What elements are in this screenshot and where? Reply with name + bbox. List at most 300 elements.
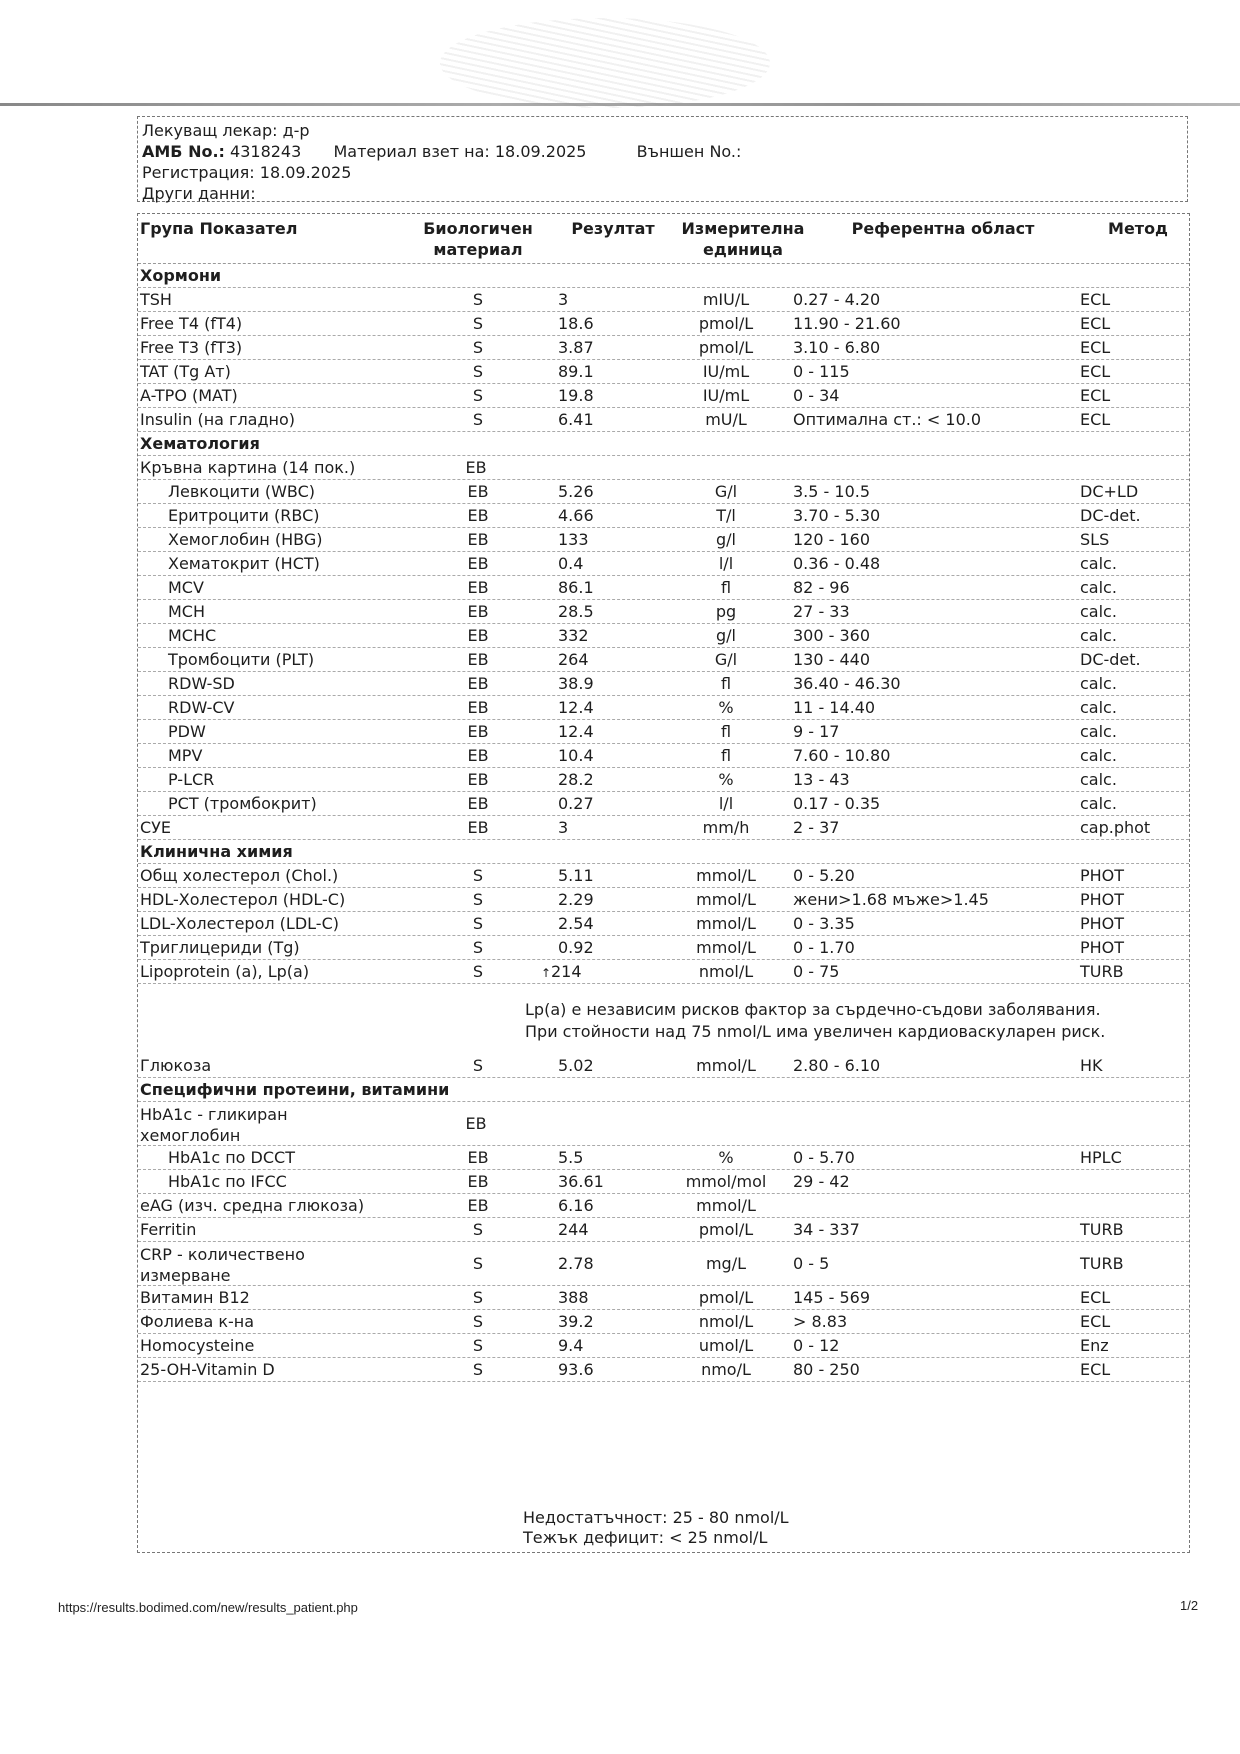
test-name: HbA1c по DCCT [168,1148,295,1167]
test-result-value: 133 [558,530,589,549]
test-method: calc. [1080,722,1117,741]
test-result-value: 244 [558,1220,589,1239]
test-unit: pmol/L [698,1288,754,1307]
test-name: P-LCR [168,770,215,789]
test-name: Insulin (на гладно) [140,410,296,429]
test-result [558,360,594,384]
col-unit-line1: Измерителна [681,219,805,238]
test-method: ECL [1080,386,1111,405]
test-result [558,528,589,552]
test-material: S [472,962,484,981]
test-unit: T/l [716,506,736,525]
table-row [138,1218,1189,1242]
test-material: S [472,1056,484,1075]
test-result [558,600,594,624]
test-method: PHOT [1080,866,1125,885]
col-material-line1: Биологичен [423,219,533,238]
test-reference: 0 - 12 [793,1336,840,1355]
test-name: Фолиева к-на [140,1312,255,1331]
table-row [138,1170,1189,1194]
test-method: DC+LD [1080,482,1139,501]
test-result [558,816,568,840]
vitamin-d-note-line1: Недостатъчност: 25 - 80 nmol/L [523,1508,789,1527]
test-reference: 13 - 43 [793,770,850,789]
test-reference: 130 - 440 [793,650,871,669]
page-number: 1/2 [1180,1598,1199,1613]
col-method: Метод [1108,219,1168,238]
test-name: Тромбоцити (PLT) [168,650,315,669]
doctor-line [142,120,1183,141]
test-material: EB [467,482,489,501]
test-material: EB [467,770,489,789]
test-reference: 120 - 160 [793,530,871,549]
test-result [558,672,594,696]
test-result-value: 39.2 [558,1312,594,1331]
registration-label: Регистрация: [142,163,255,182]
test-method: calc. [1080,698,1117,717]
test-unit: nmo/L [701,1360,751,1379]
test-reference: 0 - 34 [793,386,840,405]
test-unit: l/l [718,554,734,573]
scan-artifact [440,18,770,108]
test-reference: 27 - 33 [793,602,850,621]
test-method: TURB [1080,1220,1124,1239]
test-name: Хематокрит (HCT) [168,554,320,573]
vitamin-d-note [523,1508,789,1548]
test-name: СУЕ [140,818,172,837]
test-material: EB [467,1196,489,1215]
test-result [558,336,594,360]
table-row [138,888,1189,912]
table-row [138,1334,1189,1358]
test-method: cap.phot [1080,818,1151,837]
external-no-label: Външен No.: [636,142,742,161]
test-unit: mm/h [702,818,750,837]
test-method: PHOT [1080,938,1125,957]
test-name: HDL-Холестерол (HDL-C) [140,890,346,909]
test-reference: 2 - 37 [793,818,840,837]
test-result-value: 12.4 [558,698,594,717]
test-material: EB [467,674,489,693]
section-title: Специфични протеини, витамини [140,1080,450,1099]
test-result-value: 3.87 [558,338,594,357]
table-row [138,552,1189,576]
test-result-value: 38.9 [558,674,594,693]
test-method: calc. [1080,626,1117,645]
test-result [558,888,594,912]
test-reference: 145 - 569 [793,1288,871,1307]
test-method: calc. [1080,554,1117,573]
test-material: S [472,866,484,885]
test-material: S [472,1220,484,1239]
test-unit: G/l [714,650,738,669]
test-name: HbA1c по IFCC [168,1172,287,1191]
table-row [138,672,1189,696]
test-material: S [472,1360,484,1379]
test-method: calc. [1080,578,1117,597]
test-result [558,576,594,600]
test-material: S [472,338,484,357]
test-name: Free T3 (fT3) [140,338,243,357]
test-result [558,936,594,960]
test-material: EB [467,1148,489,1167]
test-method: DC-det. [1080,650,1141,669]
test-result [558,792,594,816]
test-name: MCHC [168,626,217,645]
test-material: EB [467,530,489,549]
test-reference: 11 - 14.40 [793,698,876,717]
test-unit: fl [720,746,732,765]
test-material: S [472,386,484,405]
table-row [138,480,1189,504]
test-reference: 0.36 - 0.48 [793,554,881,573]
test-method: calc. [1080,746,1117,765]
col-material [398,218,558,260]
test-result-value: 264 [558,650,589,669]
test-result-value: 2.54 [558,914,594,933]
test-reference: 3.10 - 6.80 [793,338,881,357]
lpa-note [525,999,1105,1043]
lpa-note-line1: Lp(a) е независим рисков фактор за сърдечно-съдови заболявания. [525,1000,1101,1019]
test-unit: umol/L [698,1336,754,1355]
vitamin-d-note-line2: Тежък дефицит: < 25 nmol/L [523,1528,768,1547]
test-result-value: 2.78 [558,1254,594,1273]
table-row [138,816,1189,840]
table-row [138,1194,1189,1218]
registration-line [142,162,1183,183]
table-row [138,720,1189,744]
table-row [138,1310,1189,1334]
section-title: Хормони [140,266,222,285]
test-material: EB [465,458,487,477]
material-date-value: 18.09.2025 [494,142,587,161]
test-material: S [472,362,484,381]
test-material: S [472,314,484,333]
test-name: A-TPO (MAT) [140,386,238,405]
test-unit: pmol/L [698,1220,754,1239]
test-unit: mmol/L [696,866,756,885]
test-name: Глюкоза [140,1056,212,1075]
section-heading [138,264,1189,288]
footer-url: https://results.bodimed.com/new/results_patient.php [58,1600,358,1615]
test-name: PCT (тромбокрит) [168,794,317,813]
test-method: ECL [1080,1312,1111,1331]
table-row [138,360,1189,384]
test-unit: IU/mL [702,362,750,381]
test-reference: 34 - 337 [793,1220,860,1239]
test-method: TURB [1080,962,1124,981]
table-row [138,744,1189,768]
test-reference: 0.17 - 0.35 [793,794,881,813]
scan-edge-line [0,103,1240,106]
other-data-line [142,183,1183,204]
test-unit: pg [715,602,737,621]
test-reference: 0 - 1.70 [793,938,855,957]
test-result-value: 2.29 [558,890,594,909]
patient-header [137,116,1188,202]
test-result-value: 4.66 [558,506,594,525]
doctor-label: Лекуващ лекар: [142,121,278,140]
section-heading [138,1078,1189,1102]
test-result [558,648,589,672]
test-result [558,1218,589,1242]
test-material: EB [467,506,489,525]
test-material: EB [467,698,489,717]
test-reference: 11.90 - 21.60 [793,314,901,333]
table-row [138,624,1189,648]
test-material: S [472,938,484,957]
test-name: TAT (Tg Ат) [140,362,231,381]
test-unit: mmol/L [696,890,756,909]
test-name: Еритроцити (RBC) [168,506,320,525]
test-name: Кръвна картина (14 пок.) [140,458,356,477]
table-row [138,576,1189,600]
test-material: S [472,1336,484,1355]
test-material: S [472,290,484,309]
test-name: PDW [168,722,206,741]
test-reference: 0 - 75 [793,962,840,981]
test-unit: g/l [716,530,736,549]
table-row [138,288,1189,312]
test-reference: 80 - 250 [793,1360,860,1379]
section-heading [138,840,1189,864]
test-name: LDL-Холестерол (LDL-C) [140,914,339,933]
test-reference: 3.5 - 10.5 [793,482,871,501]
test-result [558,552,583,576]
test-unit: G/l [714,482,738,501]
test-method: calc. [1080,770,1117,789]
test-name: Общ холестерол (Chol.) [140,866,339,885]
doctor-value: д-р [282,121,310,140]
test-name: Ferritin [140,1220,197,1239]
table-row [138,600,1189,624]
test-material: S [472,914,484,933]
table-row [138,768,1189,792]
test-unit: mU/L [705,410,747,429]
test-method: calc. [1080,674,1117,693]
test-method: ECL [1080,410,1111,429]
test-method: SLS [1080,530,1110,549]
test-unit: fl [720,674,732,693]
test-result-value: 12.4 [558,722,594,741]
test-result [558,912,594,936]
col-material-line2: материал [433,240,523,259]
test-result-value: 6.41 [558,410,594,429]
test-result [558,768,594,792]
test-material: EB [467,818,489,837]
test-result [558,1358,594,1382]
test-result [558,744,594,768]
material-date-label: Материал взет на: [333,142,490,161]
test-name: Витамин B12 [140,1288,250,1307]
test-material: EB [467,746,489,765]
test-material: EB [467,722,489,741]
amb-label: АМБ No.: [142,142,225,161]
section-heading [138,432,1189,456]
table-row [138,696,1189,720]
test-reference: 0.27 - 4.20 [793,290,881,309]
test-reference: 29 - 42 [793,1172,850,1191]
test-result-value: 3 [558,290,569,309]
test-material: EB [467,626,489,645]
test-name: RDW-CV [168,698,235,717]
test-unit: mg/L [705,1254,747,1273]
test-result [558,1170,604,1194]
test-name: MCH [168,602,206,621]
col-unit [668,218,818,260]
test-name: Lipoprotein (a), Lp(a) [140,962,310,981]
test-result [558,1242,594,1286]
test-unit: fl [720,722,732,741]
test-name: MCV [168,578,204,597]
high-flag-icon: ↑ [541,966,552,980]
test-name: Триглицериди (Tg) [140,938,300,957]
table-row [138,408,1189,432]
test-reference: 82 - 96 [793,578,850,597]
amb-value: 4318243 [230,142,302,161]
test-reference: Оптимална ст.: < 10.0 [793,410,982,429]
test-unit: pmol/L [698,314,754,333]
test-result-value: 0.92 [558,938,594,957]
test-unit: pmol/L [698,338,754,357]
test-unit: mmol/mol [685,1172,767,1191]
test-unit: % [718,770,734,789]
test-name: CRP - количествено измерване [140,1245,305,1285]
test-unit: % [718,1148,734,1167]
test-reference: > 8.83 [793,1312,848,1331]
test-material: EB [467,554,489,573]
test-unit: mmol/L [696,1056,756,1075]
table-row [138,912,1189,936]
col-unit-line2: единица [703,240,783,259]
test-unit: g/l [716,626,736,645]
test-material: EB [467,1172,489,1191]
test-reference: 36.40 - 46.30 [793,674,901,693]
test-reference: 0 - 5.70 [793,1148,855,1167]
test-result-value: 388 [558,1288,589,1307]
test-reference: 2.80 - 6.10 [793,1056,881,1075]
test-result [558,720,594,744]
test-method: HK [1080,1056,1103,1075]
test-result-value: 5.5 [558,1148,584,1167]
test-result-value: 9.4 [558,1336,584,1355]
test-result [558,480,594,504]
table-row [138,528,1189,552]
test-result [558,1334,583,1358]
results-table [137,213,1190,1553]
test-name: Homocysteine [140,1336,255,1355]
test-result [558,312,594,336]
test-method: ECL [1080,290,1111,309]
test-method: PHOT [1080,914,1125,933]
test-method: ECL [1080,1360,1111,1379]
test-reference: 3.70 - 5.30 [793,506,881,525]
test-material: S [472,1254,484,1273]
table-row [138,312,1189,336]
test-name: Хемоглобин (HBG) [168,530,323,549]
test-material: S [472,1288,484,1307]
test-method: calc. [1080,794,1117,813]
test-reference: 0 - 5.20 [793,866,855,885]
test-result-value: 36.61 [558,1172,604,1191]
group-row [138,456,1189,480]
test-method: ECL [1080,1288,1111,1307]
test-material: S [472,890,484,909]
test-result-value: 0.4 [558,554,584,573]
test-result-value: 18.6 [558,314,594,333]
test-material: EB [467,578,489,597]
test-result-value: 3 [558,818,569,837]
test-unit: mIU/L [702,290,750,309]
test-result [558,384,594,408]
test-result-value: 5.02 [558,1056,594,1075]
test-material: EB [465,1114,487,1133]
test-result [558,624,589,648]
test-unit: nmol/L [698,962,754,981]
table-row [138,936,1189,960]
table-row [138,1358,1189,1382]
test-material: EB [467,650,489,669]
table-row [138,336,1189,360]
table-row [138,792,1189,816]
test-reference: 0 - 115 [793,362,850,381]
test-result-value: 28.5 [558,602,594,621]
table-row [138,1242,1189,1286]
test-result-value: 5.11 [558,866,594,885]
table-row [138,1054,1189,1078]
col-reference: Референтна област [851,219,1035,238]
test-material: S [472,410,484,429]
col-result: Резултат [571,219,655,238]
test-result-value: 214 [551,962,582,981]
test-unit: mmol/L [696,1196,756,1215]
test-material: S [472,1312,484,1331]
lpa-note-line2: При стойности над 75 nmol/L има увеличен кардиоваскуларен риск. [525,1022,1106,1041]
test-result-value: 28.2 [558,770,594,789]
other-data-label: Други данни: [142,184,256,203]
test-method: ECL [1080,338,1111,357]
test-name: 25-OH-Vitamin D [140,1360,275,1379]
test-unit: mmol/L [696,938,756,957]
test-result [558,1054,594,1078]
test-reference: 300 - 360 [793,626,871,645]
test-method: DC-det. [1080,506,1141,525]
section-title: Клинична химия [140,842,293,861]
test-result [558,288,568,312]
test-material: EB [467,794,489,813]
test-result [558,696,594,720]
test-result-value: 19.8 [558,386,594,405]
table-row [138,504,1189,528]
test-unit: mmol/L [696,914,756,933]
test-method: TURB [1080,1254,1124,1273]
test-result [541,960,582,985]
test-method: Enz [1080,1336,1109,1355]
test-method: calc. [1080,602,1117,621]
test-name: HbA1c - гликиран хемоглобин [140,1105,288,1145]
test-reference: 9 - 17 [793,722,840,741]
test-result-value: 93.6 [558,1360,594,1379]
test-result-value: 89.1 [558,362,594,381]
table-header [138,214,1189,264]
test-result-value: 86.1 [558,578,594,597]
test-result [558,864,594,888]
table-row [138,864,1189,888]
test-reference: 0 - 5 [793,1254,830,1273]
test-result [558,1310,594,1334]
amb-line [142,141,1183,162]
test-result [558,1194,594,1218]
